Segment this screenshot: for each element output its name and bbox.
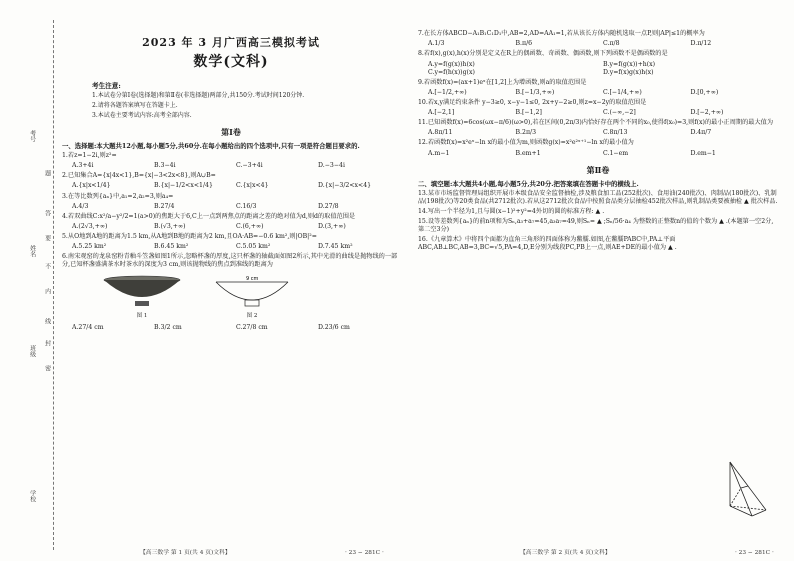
answer-options bbox=[72, 324, 400, 332]
answer-options bbox=[72, 162, 400, 170]
footer-right: 【高三数学 第 2 页(共 4 页)文科】 bbox=[520, 549, 611, 556]
answer-option: C.y=f(h(x))g(x) bbox=[428, 68, 475, 76]
notice-item: 3.本试卷主要考试内容:高考全部内容. bbox=[92, 111, 192, 119]
answer-option: D.[0,+∞) bbox=[690, 88, 719, 96]
student-no-label: 考号 bbox=[28, 130, 36, 142]
answer-option: B.3−4i bbox=[154, 162, 176, 170]
answer-option: D.23/6 cm bbox=[318, 324, 350, 332]
class-label: 班级 bbox=[28, 345, 36, 357]
answer-options bbox=[428, 129, 778, 137]
answer-option: D.em−1 bbox=[690, 149, 716, 157]
part-one-title: 第Ⅰ卷 bbox=[221, 127, 241, 138]
question-stem: 1.若z=1−2i,则z²= bbox=[62, 152, 117, 160]
question-stem: 7.在长方体ABCD−A₁B₁C₁D₁中,AB=2,AD=AA₁=1,若从该长方体内随机选取一点P,则|AP|≤1的概率为 bbox=[418, 30, 705, 38]
answer-option: C.[−1/4,+∞) bbox=[603, 88, 642, 96]
answer-option: C.(6,+∞) bbox=[236, 222, 264, 230]
answer-option: D.y=f(x)g(x)h(x) bbox=[603, 68, 654, 76]
answer-option: C.1−em bbox=[603, 149, 629, 157]
answer-option: C.π/8 bbox=[603, 40, 620, 48]
figure-1-label: 图 1 bbox=[136, 313, 148, 320]
answer-option: C.16/3 bbox=[236, 202, 257, 210]
answer-options bbox=[72, 243, 400, 251]
answer-options bbox=[72, 223, 400, 231]
fill-question-list bbox=[418, 190, 778, 252]
notice-item: 1.本试卷分第Ⅰ卷(选择题)和第Ⅱ卷(非选择题)两部分,共150分.考试时间120分钟. bbox=[92, 92, 305, 100]
answer-options bbox=[72, 203, 400, 211]
answer-option: A.27/4 cm bbox=[72, 324, 104, 332]
seal-char: 题 bbox=[43, 170, 51, 176]
choice-section-heading: 一、选择题:本大题共12小题,每小题5分,共60分.在每小题给出的四个选项中,只有一项是符合题目要求的. bbox=[62, 141, 360, 150]
answer-option: D.−3−4i bbox=[318, 162, 345, 170]
answer-option: D.[−2,+∞) bbox=[690, 109, 724, 116]
answer-option: C.−3+4i bbox=[236, 162, 263, 170]
question-stem: 5.从O地到A地的距离为1.5 km,从A地到B地的距离为2 km,且OA·AB=−0.6 km²,则|OB|²= bbox=[62, 233, 317, 241]
answer-options bbox=[72, 182, 400, 190]
right-question-list bbox=[418, 30, 778, 157]
left-column bbox=[62, 28, 400, 334]
fill-section-heading: 二、填空题:本大题共4小题,每小题5分,共20分.把答案填在答题卡中的横线上. bbox=[418, 179, 639, 188]
name-label: 姓名 bbox=[28, 245, 36, 257]
seal-char: 不 bbox=[43, 263, 51, 269]
answer-option: A.{x|x<1/4} bbox=[72, 182, 111, 190]
right-column bbox=[418, 28, 778, 254]
question-stem: 3.在等比数列{aₙ}中,a₁=2,a₂=3,则a₄= bbox=[62, 192, 174, 200]
bowl-cross-section bbox=[212, 274, 292, 310]
exam-title: 2023 年 3 月广西高三模拟考试 bbox=[142, 36, 320, 49]
seal-char: 要 bbox=[43, 235, 51, 241]
footer-right-code: · 23 − 281C · bbox=[735, 549, 774, 556]
question-stem: 9.若函数f(x)=(ax+1)eˣ在[1,2]上为增函数,则a的取值范围是 bbox=[418, 78, 587, 86]
question-stem: 8.若f(x),g(x),h(x)分别是定义在R上的偶函数、奇函数、偶函数,则下列函数不是偶函数的是 bbox=[418, 50, 668, 58]
answer-option: B.em+1 bbox=[515, 149, 541, 157]
answer-option: A.1/3 bbox=[428, 40, 445, 48]
seal-char: 内 bbox=[43, 288, 51, 294]
answer-option: B.{x|−1/2<x<1/4} bbox=[154, 182, 213, 190]
figure-2 bbox=[212, 274, 292, 320]
fill-question: 13.某市市场监督管理局组织开展市本级食品安全监督抽检,涉及粮食加工品(252批次)、食用油(240批次)、肉制品(180批次)、乳制品(198批次)等20类食品(共2712批次).若从这2712批次食品中按照食品类分层抽检452批次样品,则乳制品类要被抽检 ▲ 批次样品. bbox=[418, 190, 778, 205]
subject-title: 数学(文科) bbox=[193, 54, 269, 71]
width-label: 9 cm bbox=[246, 276, 259, 283]
answer-option: B.[−1,2] bbox=[515, 109, 542, 116]
answer-option: B.27/4 bbox=[154, 202, 175, 210]
answer-option: B.6.45 km² bbox=[154, 243, 189, 251]
seal-char: 封 bbox=[43, 340, 51, 346]
fill-question: 14.写出一个半径为1,且与圆(x−1)²+y²=4外切的圆的标准方程: ▲ . bbox=[418, 208, 605, 216]
question-stem: 6.南宋观窑的龙泉窑粉青釉斗笠盏如图1所示,忽略杯盏的厚度,这只杯盏的轴截面如图2所示,其中光滑的曲线是抛物线的一部分,已知杯盏盛满茶水时茶水的深度为3 cm,则该抛物线的焦点到准线的距离为 bbox=[62, 253, 398, 269]
question-stem: 2.已知集合A={x|4x<1},B={x|−3<2x<8},则A∪B= bbox=[62, 172, 216, 180]
answer-options bbox=[428, 109, 778, 117]
fill-question: 15.设等差数列{aₙ}的前n项和为Sₙ,a₃+a₇=45,a₃a₇=49,则Sₙ= ▲ ;Sₙ/56·a₄ 为整数的正整数n的值的个数为 ▲ .(本题第一空2分,第二空3分) bbox=[418, 218, 774, 234]
answer-option: A.m−1 bbox=[428, 149, 450, 157]
answer-option: A.8π/11 bbox=[428, 129, 453, 137]
answer-option: C.{x|x<4} bbox=[236, 182, 269, 190]
answer-option: D.27/8 bbox=[318, 202, 339, 210]
binding-strip bbox=[12, 20, 54, 550]
bowl-figures bbox=[102, 274, 400, 320]
answer-option: B.π/6 bbox=[515, 40, 533, 48]
school-label: 学校 bbox=[28, 490, 36, 502]
tetrahedron-figure bbox=[716, 458, 776, 520]
answer-option: D.{x|−3/2<x<4} bbox=[318, 182, 372, 190]
part-two-title: 第Ⅱ卷 bbox=[586, 165, 610, 176]
answer-options bbox=[428, 40, 778, 48]
answer-option: A.[−1/2,+∞) bbox=[428, 88, 467, 96]
figure-2-label: 图 2 bbox=[246, 313, 258, 320]
fill-question: 16.《九章算术》中将四个面都为直角三角形的四面体称为鳖臑.如图,在鳖臑PABC中,PA⊥平面ABC,AB⊥BC,AB=3,BC=√5,PA=4,D,E分别为线段PC,PB上一点,则AE+DE的最小值为 ▲ . bbox=[418, 236, 677, 252]
answer-option: B.3/2 cm bbox=[154, 324, 182, 332]
answer-option: A.y=f(g(x))h(x) bbox=[428, 60, 475, 68]
left-question-list bbox=[62, 152, 400, 332]
answer-option: A.(2√3,+∞) bbox=[72, 222, 108, 230]
question-stem: 12.若函数f(x)=x²eˣ−ln x的最小值为m,则函数g(x)=x²e²ˣ⁺¹−ln x的最小值为 bbox=[418, 139, 634, 147]
seal-char: 线 bbox=[43, 318, 51, 324]
answer-options bbox=[428, 61, 778, 77]
answer-option: A.5.25 km² bbox=[72, 243, 107, 251]
answer-option: A.3+4i bbox=[72, 162, 94, 170]
figure-1 bbox=[102, 274, 182, 320]
answer-option: A.4/3 bbox=[72, 202, 89, 210]
answer-options bbox=[428, 150, 778, 158]
bowl-photo bbox=[102, 274, 182, 310]
answer-option: D.4π/7 bbox=[690, 129, 712, 137]
answer-option: C.8π/13 bbox=[603, 129, 628, 137]
question-stem: 11.已知函数f(x)=6cos(ωx−π/6)(ω>0),若在区间(0,2π/3)内恰好存在两个不同的x₀,使得f(x₀)=3,则f(x)的最小正周期的最大值为 bbox=[418, 119, 774, 127]
answer-option: B.2π/3 bbox=[515, 129, 537, 137]
seal-char: 答 bbox=[43, 210, 51, 216]
notice-heading: 考生注意: bbox=[92, 81, 121, 90]
answer-option: D.7.45 km² bbox=[318, 243, 353, 251]
footer-left-code: · 23 − 281C · bbox=[345, 549, 384, 556]
question-stem: 10.若x,y满足约束条件 y−3≥0, x−y−1≤0, 2x+y−2≥0,则z=x−2y的取值范围是 bbox=[418, 98, 647, 106]
answer-option: A.[−2,1] bbox=[428, 109, 455, 116]
seal-char: 密 bbox=[43, 365, 51, 371]
answer-option: D.π/12 bbox=[690, 40, 712, 48]
answer-option: D.(3,+∞) bbox=[318, 222, 346, 230]
notice-item: 2.请将各题答案填写在答题卡上. bbox=[92, 102, 178, 110]
answer-option: B.[−1/3,+∞) bbox=[515, 88, 555, 96]
answer-options bbox=[428, 89, 778, 97]
answer-option: C.(−∞,−2] bbox=[603, 109, 636, 116]
answer-option: B.y=f(g(x))+h(x) bbox=[603, 60, 656, 68]
answer-option: C.27/8 cm bbox=[236, 324, 268, 332]
answer-option: B.(√3,+∞) bbox=[154, 222, 186, 230]
footer-left: 【高三数学 第 1 页(共 4 页)文科】 bbox=[140, 549, 231, 556]
question-stem: 4.若双曲线C:x²/a−y²/2=1(a>0)的焦距大于6,C上一点到两焦点的距离之差的绝对值为d,则d的取值范围是 bbox=[62, 212, 356, 220]
answer-option: C.5.05 km² bbox=[236, 243, 271, 251]
